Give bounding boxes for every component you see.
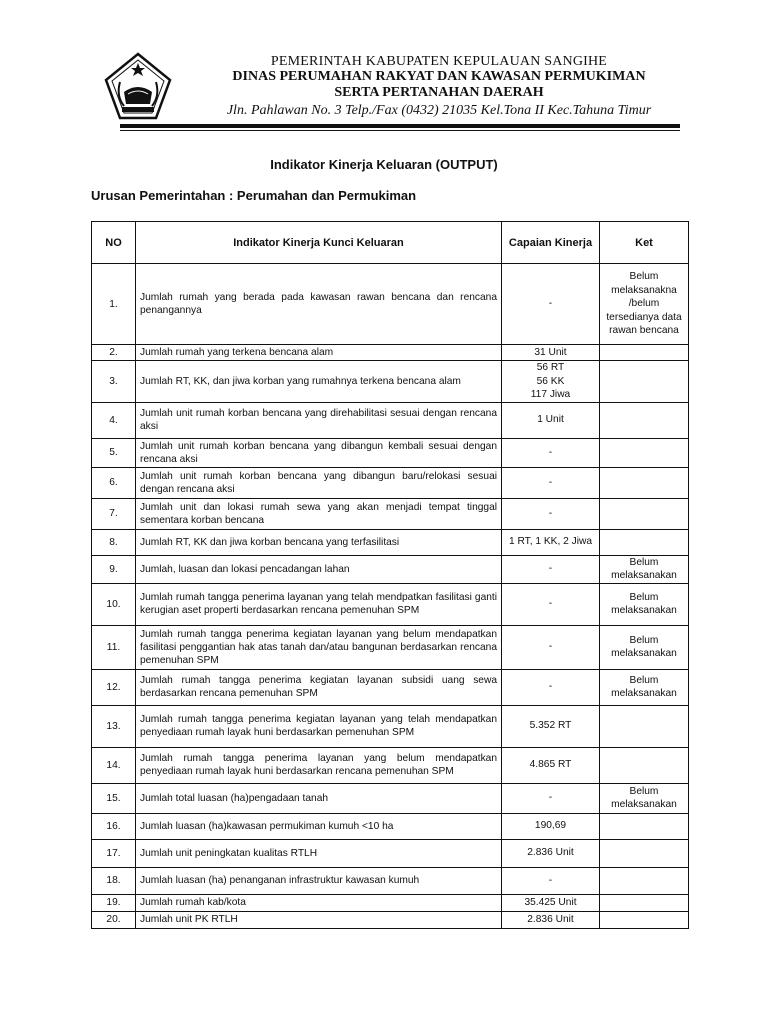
row-achievement: 5.352 RT: [502, 705, 600, 747]
row-note: Belum melaksanakan: [600, 555, 689, 583]
row-achievement: -: [502, 625, 600, 669]
row-indicator: Jumlah unit peningkatan kualitas RTLH: [136, 839, 502, 867]
row-note: Belum melaksanakan: [600, 669, 689, 705]
row-achievement: -: [502, 783, 600, 813]
row-number: 18.: [92, 867, 136, 894]
row-indicator: Jumlah unit rumah korban bencana yang direhabilitasi sesuai dengan rencana aksi: [136, 402, 502, 438]
government-name: PEMERINTAH KABUPATEN KEPULAUAN SANGIHE: [270, 54, 608, 69]
header-no: NO: [92, 222, 136, 264]
indicator-table: [91, 221, 689, 929]
table-row: [92, 498, 689, 529]
header-note: Ket: [600, 222, 689, 264]
row-number: 1.: [92, 264, 136, 345]
row-number: 12.: [92, 669, 136, 705]
row-indicator: Jumlah unit PK RTLH: [136, 911, 502, 928]
table-row: [92, 402, 689, 438]
row-achievement: 1 RT, 1 KK, 2 Jiwa: [502, 529, 600, 555]
row-number: 3.: [92, 361, 136, 403]
row-note: [600, 747, 689, 783]
row-number: 20.: [92, 911, 136, 928]
row-indicator: Jumlah RT, KK dan jiwa korban bencana yang terfasilitasi: [136, 529, 502, 555]
row-number: 10.: [92, 583, 136, 625]
row-note: [600, 467, 689, 498]
table-row: [92, 705, 689, 747]
row-achievement: 56 RT 56 KK 117 Jiwa: [502, 361, 600, 403]
row-indicator: Jumlah rumah tangga penerima kegiatan layanan yang telah mendapatkan penyediaan rumah layak huni berdasarkan pemenuhan SPM: [136, 705, 502, 747]
row-note: [600, 839, 689, 867]
row-indicator: Jumlah, luasan dan lokasi pencadangan lahan: [136, 555, 502, 583]
row-number: 6.: [92, 467, 136, 498]
table-row: [92, 264, 689, 345]
row-note: Belum melaksanakan: [600, 583, 689, 625]
document-subtitle: Urusan Pemerintahan : Perumahan dan Permukiman: [91, 188, 417, 203]
row-number: 13.: [92, 705, 136, 747]
row-achievement: -: [502, 467, 600, 498]
table-body: [92, 264, 689, 929]
row-achievement: 4.865 RT: [502, 747, 600, 783]
row-number: 2.: [92, 345, 136, 361]
table-row: [92, 467, 689, 498]
row-note: [600, 813, 689, 839]
row-note: [600, 911, 689, 928]
row-note: [600, 529, 689, 555]
table-row: [92, 625, 689, 669]
row-indicator: Jumlah rumah tangga penerima kegiatan layanan yang belum mendapatkan fasilitasi penggantian hak atas tanah dan/atau bangunan berdasarkan rencana pemenuhan SPM: [136, 625, 502, 669]
letterhead-rule-thin: [120, 130, 680, 131]
row-note: [600, 867, 689, 894]
row-indicator: Jumlah rumah kab/kota: [136, 894, 502, 911]
row-achievement: -: [502, 264, 600, 345]
row-achievement: -: [502, 438, 600, 467]
row-indicator: Jumlah unit rumah korban bencana yang dibangun baru/relokasi sesuai dengan rencana aksi: [136, 467, 502, 498]
row-indicator: Jumlah rumah tangga penerima layanan yang belum mendapatkan penyediaan rumah layak huni berdasarkan rencana pemenuhan SPM: [136, 747, 502, 783]
row-note: [600, 402, 689, 438]
row-number: 16.: [92, 813, 136, 839]
table-row: [92, 867, 689, 894]
row-indicator: Jumlah total luasan (ha)pengadaan tanah: [136, 783, 502, 813]
row-note: Belum melaksanakna /belum tersedianya data rawan bencana: [600, 264, 689, 345]
row-note: Belum melaksanakan: [600, 625, 689, 669]
row-number: 19.: [92, 894, 136, 911]
row-number: 11.: [92, 625, 136, 669]
table-row: [92, 669, 689, 705]
table-row: [92, 529, 689, 555]
letterhead: [0, 0, 768, 135]
row-indicator: Jumlah rumah yang terkena bencana alam: [136, 345, 502, 361]
row-indicator: Jumlah rumah tangga penerima layanan yang telah mendpatkan fasilitasi ganti kerugian aset properti berdasarkan rencana pemenuhan SPM: [136, 583, 502, 625]
row-achievement: 2.836 Unit: [502, 911, 600, 928]
table-row: [92, 555, 689, 583]
row-note: Belum melaksanakan: [600, 783, 689, 813]
row-note: [600, 498, 689, 529]
row-indicator: Jumlah rumah tangga penerima kegiatan layanan subsidi uang sewa berdasarkan rencana pemenuhan SPM: [136, 669, 502, 705]
document-title: Indikator Kinerja Keluaran (OUTPUT): [270, 157, 498, 172]
row-indicator: Jumlah unit dan lokasi rumah sewa yang akan menjadi tempat tinggal sementara korban bencana: [136, 498, 502, 529]
table-row: [92, 911, 689, 928]
row-indicator: Jumlah RT, KK, dan jiwa korban yang rumahnya terkena bencana alam: [136, 361, 502, 403]
row-achievement: -: [502, 867, 600, 894]
row-indicator: Jumlah luasan (ha)kawasan permukiman kumuh <10 ha: [136, 813, 502, 839]
table-row: [92, 438, 689, 467]
row-number: 14.: [92, 747, 136, 783]
row-achievement: 2.836 Unit: [502, 839, 600, 867]
row-note: [600, 438, 689, 467]
table-row: [92, 894, 689, 911]
row-achievement: -: [502, 555, 600, 583]
table-row: [92, 813, 689, 839]
agency-name-continued: SERTA PERTANAHAN DAERAH: [334, 85, 544, 100]
table-row: [92, 839, 689, 867]
header-indicator: Indikator Kinerja Kunci Keluaran: [136, 222, 502, 264]
header-achievement: Capaian Kinerja: [502, 222, 600, 264]
row-achievement: 190,69: [502, 813, 600, 839]
regency-emblem-icon: [100, 52, 176, 122]
row-note: [600, 705, 689, 747]
letterhead-rule-thick: [120, 124, 680, 128]
row-note: [600, 345, 689, 361]
row-indicator: Jumlah luasan (ha) penanganan infrastruktur kawasan kumuh: [136, 867, 502, 894]
table-row: [92, 583, 689, 625]
row-achievement: -: [502, 583, 600, 625]
row-achievement: -: [502, 498, 600, 529]
row-note: [600, 361, 689, 403]
agency-name: DINAS PERUMAHAN RAKYAT DAN KAWASAN PERMUKIMAN: [232, 69, 646, 84]
row-number: 5.: [92, 438, 136, 467]
table-row: [92, 345, 689, 361]
row-indicator: Jumlah rumah yang berada pada kawasan rawan bencana dan rencana penangannya: [136, 264, 502, 345]
table-header-row: [92, 222, 689, 264]
table-row: [92, 747, 689, 783]
row-achievement: -: [502, 669, 600, 705]
row-achievement: 1 Unit: [502, 402, 600, 438]
row-number: 9.: [92, 555, 136, 583]
row-note: [600, 894, 689, 911]
row-number: 4.: [92, 402, 136, 438]
row-number: 8.: [92, 529, 136, 555]
row-achievement: 31 Unit: [502, 345, 600, 361]
row-number: 7.: [92, 498, 136, 529]
agency-address: Jln. Pahlawan No. 3 Telp./Fax (0432) 21035 Kel.Tona II Kec.Tahuna Timur: [226, 103, 652, 118]
row-number: 17.: [92, 839, 136, 867]
row-number: 15.: [92, 783, 136, 813]
table-row: [92, 361, 689, 403]
table-row: [92, 783, 689, 813]
row-indicator: Jumlah unit rumah korban bencana yang dibangun kembali sesuai dengan rencana aksi: [136, 438, 502, 467]
row-achievement: 35.425 Unit: [502, 894, 600, 911]
